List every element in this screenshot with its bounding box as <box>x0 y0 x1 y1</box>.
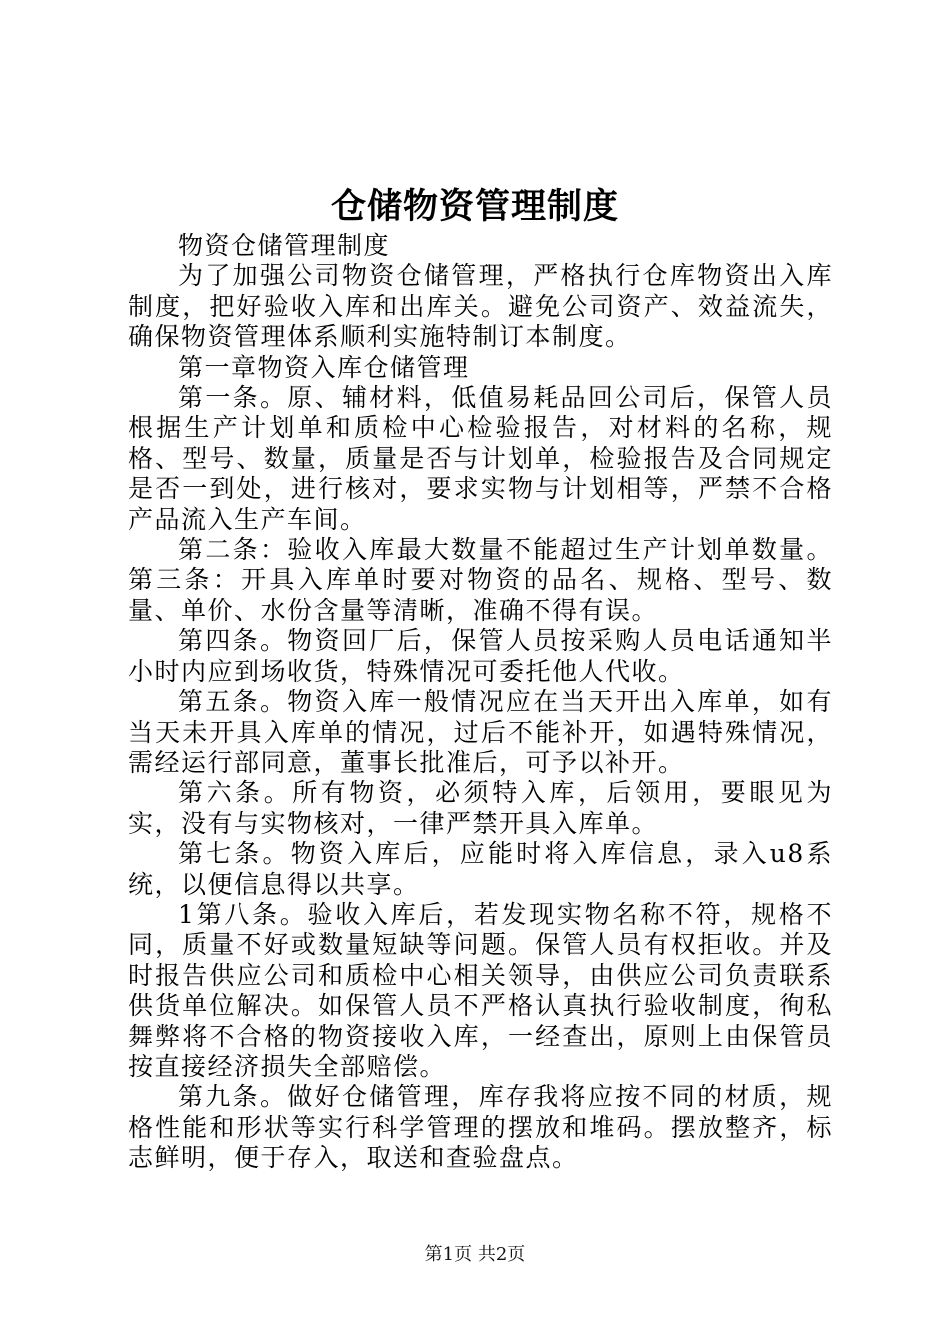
article-5-paragraph: 第五条。物资入库一般情况应在当天开出入库单，如有当天未开具入库单的情况，过后不能补开，如遇特殊情况，需经运行部同意，董事长批准后，可予以补开。 <box>128 687 833 777</box>
article-8-paragraph: 1第八条。验收入库后，若发现实物名称不符，规格不同，质量不好或数量短缺等问题。保管人员有权拒收。并及时报告供应公司和质检中心相关领导，由供应公司负责联系供货单位解决。如保管人员不严格认真执行验收制度，徇私舞弊将不合格的物资接收入库，一经查出，原则上由保管员按直接经济损失全部赔偿。 <box>128 899 833 1081</box>
article-6-paragraph: 第六条。所有物资，必须特入库，后领用，要眼见为实，没有与实物核对，一律严禁开具入库单。 <box>128 778 833 838</box>
article-7-paragraph: 第七条。物资入库后，应能时将入库信息，录入u8系统，以便信息得以共享。 <box>128 839 833 899</box>
subtitle-paragraph: 物资仓储管理制度 <box>178 231 391 260</box>
article-2-3-paragraph: 第二条：验收入库最大数量不能超过生产计划单数量。第三条：开具入库单时要对物资的品名、规格、型号、数量、单价、水份含量等清晰，准确不得有误。 <box>128 535 833 625</box>
article-1-paragraph: 第一条。原、辅材料，低值易耗品回公司后，保管人员根据生产计划单和质检中心检验报告，对材料的名称，规格、型号、数量，质量是否与计划单，检验报告及合同规定是否一到处，进行核对，要求实物与计划相等，严禁不合格产品流入生产车间。 <box>128 383 833 534</box>
article-4-paragraph: 第四条。物资回厂后，保管人员按采购人员电话通知半小时内应到场收货，特殊情况可委托他人代收。 <box>128 626 833 686</box>
page-footer: 第1页 共2页 <box>424 1244 526 1265</box>
intro-paragraph: 为了加强公司物资仓储管理，严格执行仓库物资出入库制度，把好验收入库和出库关。避免公司资产、效益流失，确保物资管理体系顺利实施特制订本制度。 <box>128 261 833 352</box>
document-title: 仓储物资管理制度 <box>330 186 619 227</box>
article-9-paragraph: 第九条。做好仓储管理，库存我将应按不同的材质，规格性能和形状等实行科学管理的摆放和堆码。摆放整齐，标志鲜明，便于存入，取送和查验盘点。 <box>128 1082 833 1173</box>
document-body <box>128 231 833 1174</box>
chapter-heading: 第一章物资入库仓储管理 <box>178 352 470 382</box>
